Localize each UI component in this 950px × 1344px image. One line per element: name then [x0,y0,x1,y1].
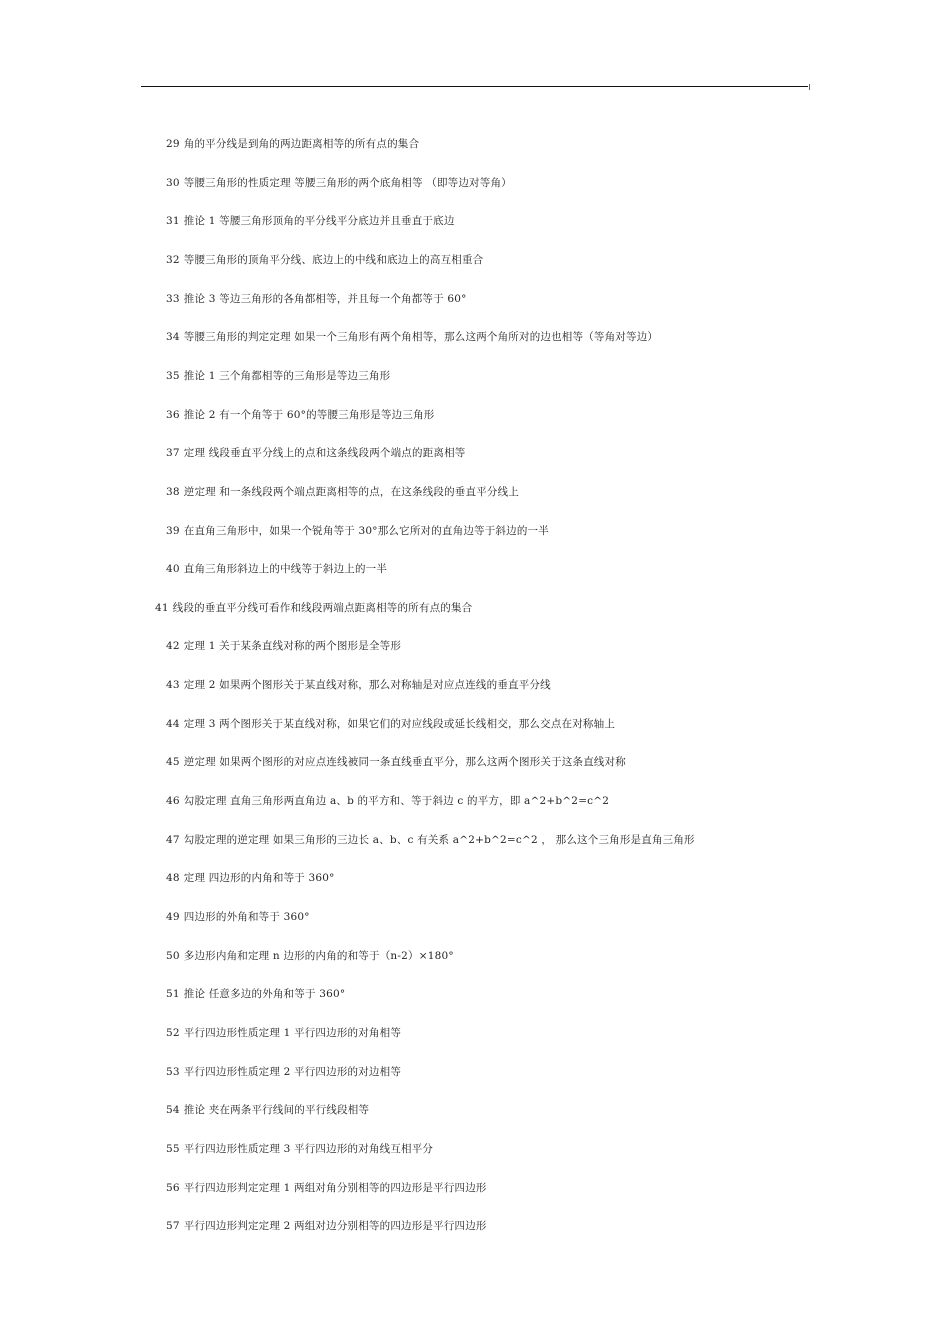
theorem-text: 平行四边形性质定理 2 平行四边形的对边相等 [183,1066,402,1078]
theorem-number: 36 [166,409,180,421]
theorem-line [166,446,466,460]
theorem-line [166,678,551,692]
theorem-line [166,910,310,924]
theorem-line [166,1142,433,1156]
theorem-line [166,794,609,808]
theorem-number: 57 [166,1220,180,1232]
theorem-line [166,562,387,576]
theorem-text: 定理 线段垂直平分线上的点和这条线段两个端点的距离相等 [183,447,466,459]
theorem-line [166,214,455,228]
theorem-number: 52 [166,1027,180,1039]
theorem-number: 29 [166,138,180,150]
theorem-text: 等腰三角形的顶角平分线、底边上的中线和底边上的高互相重合 [183,254,484,266]
theorem-number: 47 [166,834,180,846]
theorem-text: 勾股定理的逆定理 如果三角形的三边长 a、b、c 有关系 a^2+b^2=c^2 ， 那么这个三角形是直角三角形 [183,834,695,846]
theorem-line [166,1219,487,1233]
theorem-line [166,369,390,383]
theorem-line [166,137,419,151]
theorem-text: 逆定理 和一条线段两个端点距离相等的点，在这条线段的垂直平分线上 [183,486,520,498]
theorem-line [166,987,345,1001]
theorem-number: 55 [166,1143,180,1155]
theorem-line [166,408,434,422]
theorem-line [166,949,454,963]
theorem-number: 48 [166,872,180,884]
theorem-number: 42 [166,640,180,652]
theorem-number: 35 [166,370,180,382]
theorem-line [166,1181,487,1195]
theorem-number: 49 [166,911,180,923]
theorem-number: 43 [166,679,180,691]
theorem-number: 41 [155,602,169,614]
theorem-number: 56 [166,1182,180,1194]
theorem-number: 40 [166,563,180,575]
theorem-text: 定理 四边形的内角和等于 360° [183,872,335,884]
theorem-text: 线段的垂直平分线可看作和线段两端点距离相等的所有点的集合 [172,602,473,614]
theorem-text: 推论 夹在两条平行线间的平行线段相等 [183,1104,370,1116]
theorem-number: 51 [166,988,180,1000]
theorem-number: 54 [166,1104,180,1116]
theorem-line [166,639,401,653]
theorem-number: 31 [166,215,180,227]
theorem-number: 30 [166,177,180,189]
theorem-text: 推论 1 三个角都相等的三角形是等边三角形 [183,370,391,382]
theorem-text: 定理 1 关于某条直线对称的两个图形是全等形 [183,640,402,652]
theorem-text: 平行四边形性质定理 1 平行四边形的对角相等 [183,1027,402,1039]
theorem-line [166,485,519,499]
theorem-number: 44 [166,718,180,730]
header-rule [141,86,808,87]
theorem-text: 平行四边形判定定理 2 两组对边分别相等的四边形是平行四边形 [183,1220,487,1232]
theorem-text: 等腰三角形的判定定理 如果一个三角形有两个角相等，那么这两个角所对的边也相等（等角对等边） [183,331,659,343]
theorem-number: 46 [166,795,180,807]
theorem-number: 34 [166,331,180,343]
theorem-line [166,833,695,847]
theorem-line [166,253,483,267]
theorem-text: 推论 3 等边三角形的各角都相等，并且每一个角都等于 60° [183,293,467,305]
theorem-text: 勾股定理 直角三角形两直角边 a、b 的平方和、等于斜边 c 的平方，即 a^2+b^2=c^2 [183,795,610,807]
theorem-text: 推论 任意多边的外角和等于 360° [183,988,346,1000]
theorem-text: 推论 1 等腰三角形顶角的平分线平分底边并且垂直于底边 [183,215,455,227]
theorem-text: 平行四边形性质定理 3 平行四边形的对角线互相平分 [183,1143,434,1155]
theorem-number: 37 [166,447,180,459]
theorem-line [166,524,549,538]
theorem-line [166,755,626,769]
theorem-line [166,1065,401,1079]
theorem-number: 33 [166,293,180,305]
theorem-text: 多边形内角和定理 n 边形的内角的和等于（n-2）×180° [183,950,454,962]
theorem-text: 角的平分线是到角的两边距离相等的所有点的集合 [183,138,420,150]
theorem-line [166,292,467,306]
theorem-text: 四边形的外角和等于 360° [183,911,310,923]
theorem-text: 直角三角形斜边上的中线等于斜边上的一半 [183,563,388,575]
theorem-text: 等腰三角形的性质定理 等腰三角形的两个底角相等 （即等边对等角） [183,177,512,189]
theorem-line [166,1026,401,1040]
theorem-text: 逆定理 如果两个图形的对应点连线被同一条直线垂直平分，那么这两个图形关于这条直线对称 [183,756,627,768]
theorem-line [166,1103,369,1117]
theorem-text: 推论 2 有一个角等于 60°的等腰三角形是等边三角形 [183,409,435,421]
theorem-number: 39 [166,525,180,537]
theorem-text: 平行四边形判定定理 1 两组对角分别相等的四边形是平行四边形 [183,1182,487,1194]
theorem-line [166,871,335,885]
theorem-number: 45 [166,756,180,768]
theorem-text: 定理 3 两个图形关于某直线对称，如果它们的对应线段或延长线相交，那么交点在对称轴上 [183,718,616,730]
theorem-text: 在直角三角形中，如果一个锐角等于 30°那么它所对的直角边等于斜边的一半 [183,525,549,537]
theorem-text: 定理 2 如果两个图形关于某直线对称，那么对称轴是对应点连线的垂直平分线 [183,679,551,691]
theorem-line [166,176,512,190]
theorem-number: 32 [166,254,180,266]
theorem-number: 50 [166,950,180,962]
theorem-line [155,601,472,615]
theorem-number: 53 [166,1066,180,1078]
theorem-line [166,717,615,731]
theorem-line [166,330,658,344]
header-tick [809,84,810,90]
theorem-number: 38 [166,486,180,498]
